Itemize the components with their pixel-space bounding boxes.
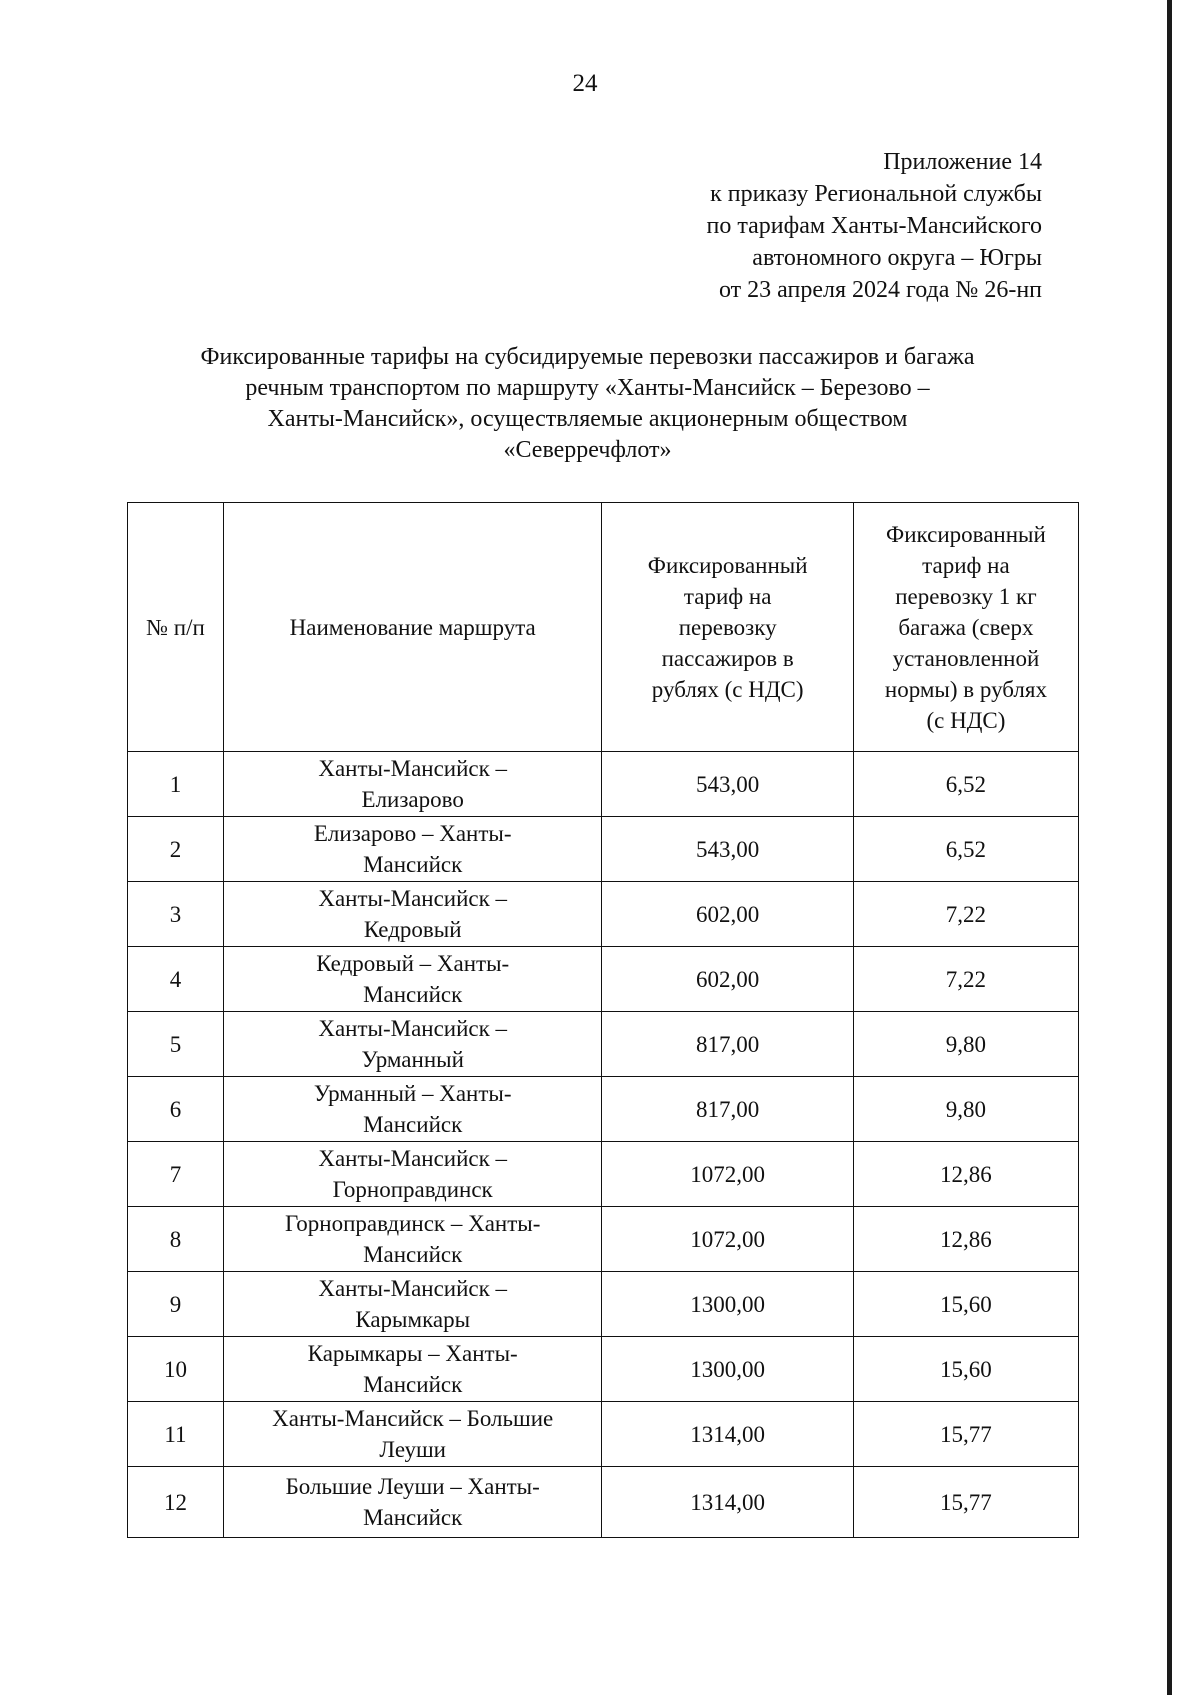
route-line: Ханты-Мансийск – <box>318 1276 508 1301</box>
appendix-line: к приказу Региональной службы <box>710 181 1042 207</box>
table-row <box>128 752 1079 817</box>
route-line: Елизарово <box>361 787 464 812</box>
cell-passenger-tariff: 602,00 <box>602 882 853 947</box>
cell-baggage-tariff: 15,77 <box>853 1402 1078 1467</box>
header-passenger-line: рублях (с НДС) <box>651 676 804 702</box>
header-baggage-line: установленной <box>892 645 1040 671</box>
route-line: Ханты-Мансийск – <box>318 1146 508 1171</box>
table-row <box>128 1207 1079 1272</box>
route-line: Мансийск <box>363 1242 463 1267</box>
header-passenger-line: перевозку <box>678 614 777 640</box>
appendix-block <box>707 146 1042 306</box>
table-header-row <box>128 503 1079 752</box>
cell-number: 8 <box>128 1207 224 1272</box>
cell-passenger-tariff: 1072,00 <box>602 1142 853 1207</box>
cell-baggage-tariff: 15,60 <box>853 1337 1078 1402</box>
route-line: Мансийск <box>363 1505 463 1530</box>
cell-route <box>223 947 602 1012</box>
header-passenger-line: тариф на <box>683 583 772 609</box>
cell-route <box>223 882 602 947</box>
cell-baggage-tariff: 12,86 <box>853 1142 1078 1207</box>
title-line: Фиксированные тарифы на субсидируемые перевозки пассажиров и багажа <box>200 344 975 370</box>
header-passenger-tariff <box>602 503 853 752</box>
route-line: Мансийск <box>363 1372 463 1397</box>
cell-number: 12 <box>128 1467 224 1538</box>
cell-passenger-tariff: 817,00 <box>602 1012 853 1077</box>
route-line: Карымкары <box>355 1307 471 1332</box>
cell-passenger-tariff: 1300,00 <box>602 1272 853 1337</box>
route-line: Урманный <box>361 1047 464 1072</box>
table-row <box>128 882 1079 947</box>
tariff-table <box>127 502 1079 1538</box>
table-row <box>128 1142 1079 1207</box>
cell-route <box>223 1012 602 1077</box>
cell-number: 9 <box>128 1272 224 1337</box>
cell-number: 1 <box>128 752 224 817</box>
document-title <box>120 342 1055 466</box>
cell-passenger-tariff: 602,00 <box>602 947 853 1012</box>
cell-passenger-tariff: 543,00 <box>602 752 853 817</box>
route-line: Урманный – Ханты- <box>313 1081 512 1106</box>
cell-baggage-tariff: 15,60 <box>853 1272 1078 1337</box>
header-baggage-line: тариф на <box>922 552 1010 578</box>
cell-route <box>223 1402 602 1467</box>
cell-baggage-tariff: 6,52 <box>853 817 1078 882</box>
table-row <box>128 817 1079 882</box>
cell-route <box>223 1207 602 1272</box>
header-baggage-line: перевозку 1 кг <box>895 583 1037 609</box>
title-line: речным транспортом по маршруту «Ханты-Мансийск – Березово – <box>245 375 930 401</box>
route-line: Ханты-Мансийск – Большие <box>272 1406 554 1431</box>
route-line: Мансийск <box>363 982 463 1007</box>
route-line: Горноправдинск – Ханты- <box>285 1211 541 1236</box>
header-passenger-line: пассажиров в <box>661 645 794 671</box>
table-row <box>128 1012 1079 1077</box>
cell-route <box>223 752 602 817</box>
scan-edge-shadow <box>1167 0 1172 1695</box>
appendix-line: Приложение 14 <box>883 149 1042 175</box>
cell-baggage-tariff: 7,22 <box>853 882 1078 947</box>
appendix-line: автономного округа – Югры <box>752 245 1042 271</box>
route-line: Леуши <box>379 1437 446 1462</box>
cell-baggage-tariff: 15,77 <box>853 1467 1078 1538</box>
route-line: Ханты-Мансийск – <box>318 756 508 781</box>
appendix-line: по тарифам Ханты-Мансийского <box>706 213 1042 239</box>
route-line: Ханты-Мансийск – <box>318 1016 508 1041</box>
cell-passenger-tariff: 1314,00 <box>602 1467 853 1538</box>
cell-number: 5 <box>128 1012 224 1077</box>
route-line: Елизарово – Ханты- <box>313 821 512 846</box>
header-passenger-line: Фиксированный <box>647 552 808 578</box>
table-row <box>128 1337 1079 1402</box>
cell-passenger-tariff: 1300,00 <box>602 1337 853 1402</box>
route-line: Большие Леуши – Ханты- <box>285 1474 540 1499</box>
route-line: Кедровый <box>363 917 462 942</box>
cell-passenger-tariff: 1072,00 <box>602 1207 853 1272</box>
header-number: № п/п <box>128 503 224 752</box>
cell-baggage-tariff: 12,86 <box>853 1207 1078 1272</box>
route-line: Мансийск <box>363 852 463 877</box>
cell-route <box>223 1077 602 1142</box>
header-baggage-line: Фиксированный <box>886 521 1046 547</box>
cell-number: 10 <box>128 1337 224 1402</box>
table-row <box>128 1402 1079 1467</box>
cell-number: 4 <box>128 947 224 1012</box>
cell-number: 2 <box>128 817 224 882</box>
header-baggage-line: багажа (сверх <box>898 614 1034 640</box>
cell-baggage-tariff: 7,22 <box>853 947 1078 1012</box>
table-row <box>128 1272 1079 1337</box>
page-number: 24 <box>572 70 598 97</box>
cell-route <box>223 817 602 882</box>
cell-passenger-tariff: 817,00 <box>602 1077 853 1142</box>
route-line: Мансийск <box>363 1112 463 1137</box>
table-row <box>128 1467 1079 1538</box>
header-baggage-tariff <box>853 503 1078 752</box>
cell-number: 3 <box>128 882 224 947</box>
cell-route <box>223 1337 602 1402</box>
cell-baggage-tariff: 6,52 <box>853 752 1078 817</box>
appendix-line: от 23 апреля 2024 года № 26-нп <box>718 277 1042 303</box>
cell-passenger-tariff: 1314,00 <box>602 1402 853 1467</box>
header-route: Наименование маршрута <box>223 503 602 752</box>
cell-route <box>223 1142 602 1207</box>
header-baggage-line: (с НДС) <box>926 707 1006 733</box>
route-line: Ханты-Мансийск – <box>318 886 508 911</box>
route-line: Карымкары – Ханты- <box>307 1341 518 1366</box>
header-baggage-line: нормы) в рублях <box>884 676 1047 702</box>
route-line: Кедровый – Ханты- <box>316 951 510 976</box>
title-line: Ханты-Мансийск», осуществляемые акционерным обществом <box>267 406 908 432</box>
route-line: Горноправдинск <box>332 1177 493 1202</box>
cell-baggage-tariff: 9,80 <box>853 1012 1078 1077</box>
table-row <box>128 1077 1079 1142</box>
table-row <box>128 947 1079 1012</box>
cell-baggage-tariff: 9,80 <box>853 1077 1078 1142</box>
cell-route <box>223 1467 602 1538</box>
cell-number: 11 <box>128 1402 224 1467</box>
cell-route <box>223 1272 602 1337</box>
cell-number: 6 <box>128 1077 224 1142</box>
cell-number: 7 <box>128 1142 224 1207</box>
cell-passenger-tariff: 543,00 <box>602 817 853 882</box>
title-line: «Северречфлот» <box>503 437 672 463</box>
